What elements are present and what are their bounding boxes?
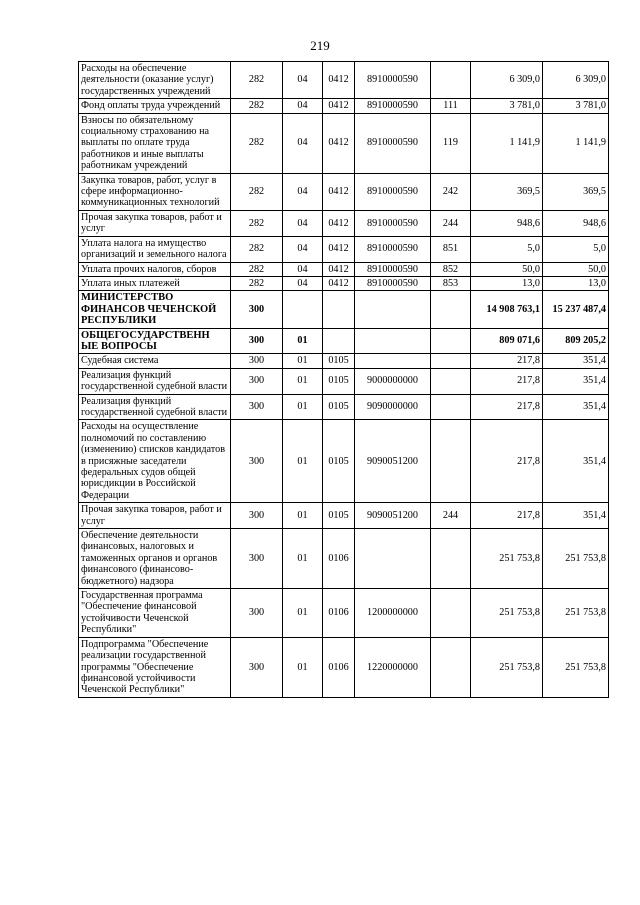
amount-year2-cell: 948,6 bbox=[543, 210, 609, 236]
target-article-cell: 1200000000 bbox=[355, 589, 431, 638]
section-code-cell: 01 bbox=[283, 637, 323, 697]
subsection-code-cell: 0105 bbox=[323, 354, 355, 368]
expense-type-cell: 119 bbox=[431, 113, 471, 173]
expense-type-cell bbox=[431, 637, 471, 697]
table-row bbox=[79, 529, 609, 589]
item-name-cell: Государственная программа "Обеспечение финансовой устойчивости Чеченской Республики" bbox=[79, 589, 231, 638]
ministry-code-cell: 300 bbox=[231, 394, 283, 420]
section-code-cell: 04 bbox=[283, 210, 323, 236]
section-code-cell: 01 bbox=[283, 354, 323, 368]
item-name-cell: Расходы на осуществление полномочий по составлению (изменению) списков кандидатов в присяжные заседатели федеральных судов общей юрисдикции в Российской Федерации bbox=[79, 420, 231, 503]
amount-year1-cell: 217,8 bbox=[471, 394, 543, 420]
ministry-code-cell: 282 bbox=[231, 173, 283, 210]
amount-year2-cell: 351,4 bbox=[543, 503, 609, 529]
table-row bbox=[79, 291, 609, 328]
section-code-cell: 04 bbox=[283, 62, 323, 99]
expense-type-cell: 242 bbox=[431, 173, 471, 210]
ministry-code-cell: 300 bbox=[231, 529, 283, 589]
amount-year1-cell: 1 141,9 bbox=[471, 113, 543, 173]
section-code-cell: 01 bbox=[283, 368, 323, 394]
ministry-code-cell: 300 bbox=[231, 354, 283, 368]
amount-year1-cell: 948,6 bbox=[471, 210, 543, 236]
section-code-cell: 04 bbox=[283, 99, 323, 113]
amount-year1-cell: 251 753,8 bbox=[471, 637, 543, 697]
table-row bbox=[79, 236, 609, 262]
table-row bbox=[79, 368, 609, 394]
amount-year2-cell: 251 753,8 bbox=[543, 637, 609, 697]
ministry-code-cell: 282 bbox=[231, 62, 283, 99]
subsection-code-cell: 0412 bbox=[323, 276, 355, 290]
item-name-cell: Прочая закупка товаров, работ и услуг bbox=[79, 503, 231, 529]
expense-type-cell bbox=[431, 368, 471, 394]
item-name-cell: Обеспечение деятельности финансовых, налоговых и таможенных органов и органов финансового (финансово-бюджетного) надзора bbox=[79, 529, 231, 589]
amount-year2-cell: 351,4 bbox=[543, 394, 609, 420]
expense-type-cell: 851 bbox=[431, 236, 471, 262]
ministry-code-cell: 300 bbox=[231, 291, 283, 328]
target-article-cell bbox=[355, 291, 431, 328]
subsection-code-cell: 0106 bbox=[323, 637, 355, 697]
budget-table bbox=[78, 61, 609, 698]
table-row bbox=[79, 262, 609, 276]
amount-year1-cell: 217,8 bbox=[471, 420, 543, 503]
amount-year1-cell: 5,0 bbox=[471, 236, 543, 262]
amount-year2-cell: 1 141,9 bbox=[543, 113, 609, 173]
ministry-code-cell: 300 bbox=[231, 420, 283, 503]
amount-year2-cell: 369,5 bbox=[543, 173, 609, 210]
amount-year2-cell: 351,4 bbox=[543, 368, 609, 394]
expense-type-cell: 244 bbox=[431, 503, 471, 529]
item-name-cell: Взносы по обязательному социальному страхованию на выплаты по оплате труда работников и иные выплаты работникам учреждений bbox=[79, 113, 231, 173]
section-code-cell: 01 bbox=[283, 503, 323, 529]
ministry-code-cell: 300 bbox=[231, 328, 283, 354]
amount-year2-cell: 15 237 487,4 bbox=[543, 291, 609, 328]
item-name-cell: Уплата прочих налогов, сборов bbox=[79, 262, 231, 276]
subsection-code-cell: 0412 bbox=[323, 210, 355, 236]
expense-type-cell: 111 bbox=[431, 99, 471, 113]
subsection-code-cell: 0105 bbox=[323, 420, 355, 503]
subsection-code-cell: 0412 bbox=[323, 62, 355, 99]
subsection-code-cell: 0105 bbox=[323, 368, 355, 394]
ministry-code-cell: 282 bbox=[231, 99, 283, 113]
target-article-cell: 8910000590 bbox=[355, 62, 431, 99]
target-article-cell bbox=[355, 328, 431, 354]
subsection-code-cell: 0412 bbox=[323, 113, 355, 173]
table-row bbox=[79, 62, 609, 99]
expense-type-cell bbox=[431, 529, 471, 589]
table-row bbox=[79, 589, 609, 638]
section-code-cell: 04 bbox=[283, 113, 323, 173]
expense-type-cell: 853 bbox=[431, 276, 471, 290]
expense-type-cell bbox=[431, 328, 471, 354]
item-name-cell: Реализация функций государственной судебной власти bbox=[79, 368, 231, 394]
item-name-cell: Уплата иных платежей bbox=[79, 276, 231, 290]
ministry-code-cell: 282 bbox=[231, 210, 283, 236]
budget-table-body bbox=[79, 62, 609, 698]
amount-year1-cell: 251 753,8 bbox=[471, 589, 543, 638]
target-article-cell: 8910000590 bbox=[355, 113, 431, 173]
ministry-code-cell: 300 bbox=[231, 503, 283, 529]
table-row bbox=[79, 420, 609, 503]
subsection-code-cell: 0412 bbox=[323, 236, 355, 262]
table-row bbox=[79, 173, 609, 210]
amount-year1-cell: 6 309,0 bbox=[471, 62, 543, 99]
amount-year1-cell: 251 753,8 bbox=[471, 529, 543, 589]
target-article-cell: 8910000590 bbox=[355, 210, 431, 236]
table-row bbox=[79, 503, 609, 529]
target-article-cell bbox=[355, 354, 431, 368]
section-code-cell: 04 bbox=[283, 173, 323, 210]
item-name-cell: Реализация функций государственной судебной власти bbox=[79, 394, 231, 420]
subsection-code-cell bbox=[323, 291, 355, 328]
subsection-code-cell: 0105 bbox=[323, 394, 355, 420]
expense-type-cell bbox=[431, 291, 471, 328]
target-article-cell: 9090000000 bbox=[355, 394, 431, 420]
subsection-code-cell: 0412 bbox=[323, 173, 355, 210]
section-code-cell bbox=[283, 291, 323, 328]
table-row bbox=[79, 328, 609, 354]
item-name-cell: Закупка товаров, работ, услуг в сфере информационно-коммуникационных технологий bbox=[79, 173, 231, 210]
subsection-code-cell: 0106 bbox=[323, 589, 355, 638]
subsection-code-cell: 0412 bbox=[323, 99, 355, 113]
amount-year1-cell: 809 071,6 bbox=[471, 328, 543, 354]
amount-year1-cell: 3 781,0 bbox=[471, 99, 543, 113]
expense-type-cell bbox=[431, 420, 471, 503]
target-article-cell: 8910000590 bbox=[355, 262, 431, 276]
amount-year1-cell: 217,8 bbox=[471, 503, 543, 529]
amount-year2-cell: 5,0 bbox=[543, 236, 609, 262]
amount-year1-cell: 50,0 bbox=[471, 262, 543, 276]
table-row bbox=[79, 394, 609, 420]
target-article-cell: 8910000590 bbox=[355, 99, 431, 113]
table-row bbox=[79, 113, 609, 173]
amount-year1-cell: 217,8 bbox=[471, 368, 543, 394]
subsection-code-cell: 0412 bbox=[323, 262, 355, 276]
subsection-code-cell bbox=[323, 328, 355, 354]
expense-type-cell bbox=[431, 394, 471, 420]
item-name-cell: Судебная система bbox=[79, 354, 231, 368]
ministry-code-cell: 300 bbox=[231, 589, 283, 638]
amount-year2-cell: 13,0 bbox=[543, 276, 609, 290]
expense-type-cell: 852 bbox=[431, 262, 471, 276]
item-name-cell: Уплата налога на имущество организаций и земельного налога bbox=[79, 236, 231, 262]
section-code-cell: 01 bbox=[283, 328, 323, 354]
page-number: 219 bbox=[310, 38, 330, 53]
expense-type-cell bbox=[431, 354, 471, 368]
amount-year2-cell: 351,4 bbox=[543, 354, 609, 368]
section-code-cell: 04 bbox=[283, 236, 323, 262]
target-article-cell: 8910000590 bbox=[355, 276, 431, 290]
amount-year2-cell: 6 309,0 bbox=[543, 62, 609, 99]
amount-year2-cell: 3 781,0 bbox=[543, 99, 609, 113]
target-article-cell: 1220000000 bbox=[355, 637, 431, 697]
item-name-cell: МИНИСТЕРСТВО ФИНАНСОВ ЧЕЧЕНСКОЙ РЕСПУБЛИКИ bbox=[79, 291, 231, 328]
table-row bbox=[79, 99, 609, 113]
subsection-code-cell: 0105 bbox=[323, 503, 355, 529]
expense-type-cell bbox=[431, 589, 471, 638]
ministry-code-cell: 300 bbox=[231, 368, 283, 394]
target-article-cell: 9090051200 bbox=[355, 420, 431, 503]
expense-type-cell bbox=[431, 62, 471, 99]
table-row bbox=[79, 637, 609, 697]
target-article-cell: 9000000000 bbox=[355, 368, 431, 394]
ministry-code-cell: 282 bbox=[231, 262, 283, 276]
amount-year2-cell: 351,4 bbox=[543, 420, 609, 503]
section-code-cell: 04 bbox=[283, 262, 323, 276]
amount-year2-cell: 251 753,8 bbox=[543, 529, 609, 589]
item-name-cell: Подпрограмма "Обеспечение реализации государственной программы "Обеспечение финансовой устойчивости Чеченской Республики" bbox=[79, 637, 231, 697]
amount-year1-cell: 13,0 bbox=[471, 276, 543, 290]
table-row bbox=[79, 354, 609, 368]
amount-year1-cell: 217,8 bbox=[471, 354, 543, 368]
section-code-cell: 04 bbox=[283, 276, 323, 290]
ministry-code-cell: 282 bbox=[231, 276, 283, 290]
amount-year1-cell: 369,5 bbox=[471, 173, 543, 210]
ministry-code-cell: 300 bbox=[231, 637, 283, 697]
amount-year2-cell: 809 205,2 bbox=[543, 328, 609, 354]
target-article-cell: 8910000590 bbox=[355, 236, 431, 262]
item-name-cell: ОБЩЕГОСУДАРСТВЕНН ЫЕ ВОПРОСЫ bbox=[79, 328, 231, 354]
subsection-code-cell: 0106 bbox=[323, 529, 355, 589]
target-article-cell bbox=[355, 529, 431, 589]
section-code-cell: 01 bbox=[283, 420, 323, 503]
table-row bbox=[79, 276, 609, 290]
section-code-cell: 01 bbox=[283, 589, 323, 638]
expense-type-cell: 244 bbox=[431, 210, 471, 236]
ministry-code-cell: 282 bbox=[231, 236, 283, 262]
target-article-cell: 9090051200 bbox=[355, 503, 431, 529]
amount-year2-cell: 50,0 bbox=[543, 262, 609, 276]
section-code-cell: 01 bbox=[283, 529, 323, 589]
item-name-cell: Расходы на обеспечение деятельности (оказание услуг) государственных учреждений bbox=[79, 62, 231, 99]
table-row bbox=[79, 210, 609, 236]
item-name-cell: Фонд оплаты труда учреждений bbox=[79, 99, 231, 113]
item-name-cell: Прочая закупка товаров, работ и услуг bbox=[79, 210, 231, 236]
target-article-cell: 8910000590 bbox=[355, 173, 431, 210]
section-code-cell: 01 bbox=[283, 394, 323, 420]
amount-year2-cell: 251 753,8 bbox=[543, 589, 609, 638]
amount-year1-cell: 14 908 763,1 bbox=[471, 291, 543, 328]
ministry-code-cell: 282 bbox=[231, 113, 283, 173]
